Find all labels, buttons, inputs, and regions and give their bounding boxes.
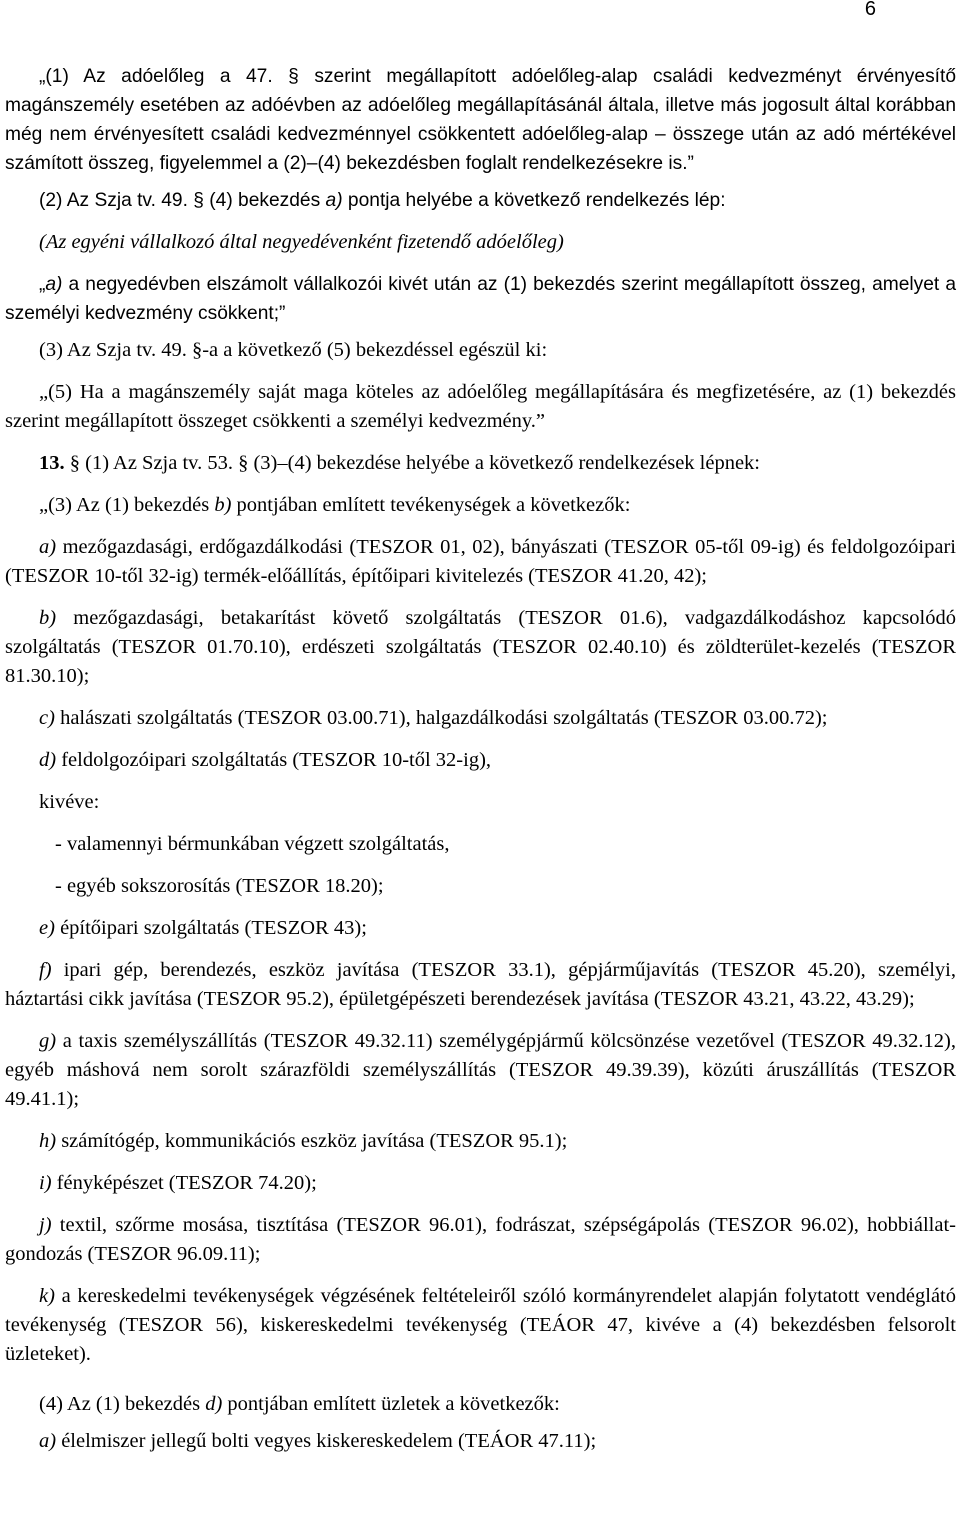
- paragraph-5: (3) Az Szja tv. 49. §-a a következő (5) bekezdéssel egészül ki:: [39, 339, 548, 361]
- list-item-h: h) számítógép, kommunikációs eszköz javítása (TESZOR 95.1);: [39, 1130, 568, 1152]
- list-item-g: g) a taxis személyszállítás (TESZOR 49.32.11) személygépjármű kölcsönzése vezetővel (TESZOR 49.32.12), egyéb máshová nem sorolt szárazföldi személyszállítás (TESZOR 49.39.39), közúti áruszállítás (TESZOR 49.41.1);: [5, 1030, 956, 1110]
- paragraph-1: „(1) Az adóelőleg a 47. § szerint megállapított adóelőleg-alap családi kedvezményt érvényesítő magánszemély esetében az adóévben az adóelőleg megállapításánál általa, illetve más jogosult által korábban még nem érvényesített családi kedvezménnyel csökkentett adóelőleg-alap – összege után az adó mértékével számított összeg, figyelemmel a (2)–(4) bekezdésben foglalt rendelkezésekre is.”: [5, 66, 956, 174]
- page-number: 6: [864, 0, 876, 20]
- section-13-heading: 13. § (1) Az Szja tv. 53. § (3)–(4) bekezdése helyébe a következő rendelkezések lépnek:: [39, 452, 761, 474]
- paragraph-3-heading: (Az egyéni vállalkozó által negyedévenként fizetendő adóelőleg): [39, 231, 564, 253]
- list-item-4a: a) élelmiszer jellegű bolti vegyes kiskereskedelem (TEÁOR 47.11);: [39, 1430, 597, 1452]
- list-item-i: i) fényképészet (TESZOR 74.20);: [39, 1172, 317, 1194]
- paragraph-4-list-intro: (4) Az (1) bekezdés d) pontjában említett üzletek a következők:: [39, 1393, 560, 1415]
- exclusion-item-1: - valamennyi bérmunkában végzett szolgáltatás,: [55, 833, 450, 855]
- list-item-f: f) ipari gép, berendezés, eszköz javítása (TESZOR 33.1), gépjárműjavítás (TESZOR 45.20), személyi, háztartási cikk javítása (TESZOR 95.2), épületgépészeti berendezések javítása (TESZOR 43.21, 43.22, 43.29);: [5, 959, 956, 1010]
- list-item-k: k) a kereskedelmi tevékenységek végzésének feltételeiről szóló kormányrendelet alapján folytatott vendéglátó tevékenység (TESZOR 56), kiskereskedelmi tevékenység (TEÁOR 47, kivéve a (4) bekezdésben felsorolt üzleteket).: [5, 1285, 956, 1365]
- list-item-j: j) textil, szőrme mosása, tisztítása (TESZOR 96.01), fodrászat, szépségápolás (TESZOR 96.02), hobbiállat-gondozás (TESZOR 96.09.11);: [5, 1214, 956, 1265]
- list-item-a: a) mezőgazdasági, erdőgazdálkodási (TESZOR 01, 02), bányászati (TESZOR 05-től 09-ig) és feldolgozóipari (TESZOR 10-től 32-ig) termék-előállítás, építőipari kivitelezés (TESZOR 41.20, 42);: [5, 536, 956, 587]
- paragraph-2: (2) Az Szja tv. 49. § (4) bekezdés a) pontja helyébe a következő rendelkezés lép:: [39, 190, 726, 211]
- paragraph-3-list-intro: „(3) Az (1) bekezdés b) pontjában említett tevékenységek a következők:: [39, 494, 631, 516]
- list-item-e: e) építőipari szolgáltatás (TESZOR 43);: [39, 917, 367, 939]
- list-item-b: b) mezőgazdasági, betakarítást követő szolgáltatás (TESZOR 01.6), vadgazdálkodáshoz kapcsolódó szolgáltatás (TESZOR 01.70.10), erdészeti szolgáltatás (TESZOR 02.40.10) és zöldterület-kezelés (TESZOR 81.30.10);: [5, 607, 956, 687]
- paragraph-4: „a) a negyedévben elszámolt vállalkozói kivét után az (1) bekezdés szerint megállapított összeg, amelyet a személyi kedvezmény csökkent;”: [5, 274, 956, 324]
- exclusion-item-2: - egyéb sokszorosítás (TESZOR 18.20);: [55, 875, 384, 897]
- paragraph-6: „(5) Ha a magánszemély saját maga köteles az adóelőleg megállapítására és megfizetésére, az (1) bekezdés szerint megállapított összeget csökkenti a személyi kedvezmény.”: [5, 381, 956, 432]
- kiveve-label: kivéve:: [39, 791, 100, 813]
- document-body: [5, 62, 956, 1456]
- list-item-c: c) halászati szolgáltatás (TESZOR 03.00.71), halgazdálkodási szolgáltatás (TESZOR 03.00.72);: [39, 707, 828, 729]
- list-item-d: d) feldolgozóipari szolgáltatás (TESZOR 10-től 32-ig),: [39, 749, 492, 771]
